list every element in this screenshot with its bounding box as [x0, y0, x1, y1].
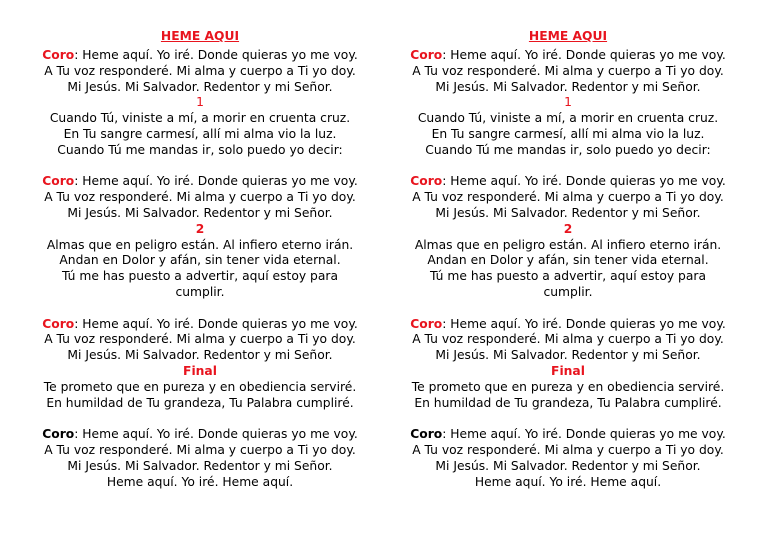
lyric-line: Mi Jesús. Mi Salvador. Redentor y mi Señor. — [435, 79, 701, 94]
verse-number: 1 — [564, 95, 572, 110]
chorus-label: Coro — [410, 427, 443, 442]
chorus-label: Coro — [410, 48, 443, 62]
lyric-line: Heme aquí. Yo iré. Heme aquí. — [106, 474, 294, 489]
stanza-gap — [386, 159, 750, 175]
lyric-line: Te prometo que en pureza y en obediencia serviré. — [411, 379, 725, 394]
chorus-line: Coro: Heme aquí. Yo iré. Donde quieras yo me voy. — [410, 48, 726, 62]
lyric-text: Heme aquí. Yo iré. Donde quieras yo me voy. — [450, 48, 726, 62]
chorus-label: Coro — [410, 316, 443, 331]
chorus-label: Coro — [42, 174, 75, 189]
lyric-line: A Tu voz responderé. Mi alma y cuerpo a Ti yo doy. — [412, 332, 724, 347]
lyric-line: En Tu sangre carmesí, allí mi alma vio la luz. — [431, 126, 705, 141]
lyric-line: Cuando Tú me mandas ir, solo puedo yo decir: — [425, 142, 711, 157]
lyric-line: A Tu voz responderé. Mi alma y cuerpo a Ti yo doy. — [412, 63, 724, 78]
lyric-line: Almas que en peligro están. Al infiero eterno irán. — [46, 237, 354, 252]
lyric-text: Heme aquí. Yo iré. Donde quieras yo me voy. — [82, 316, 358, 331]
chorus-label: Coro — [42, 427, 75, 442]
lyric-line: Mi Jesús. Mi Salvador. Redentor y mi Señor. — [67, 205, 333, 220]
lyric-line: Heme aquí. Yo iré. Heme aquí. — [474, 474, 662, 489]
lyric-line: A Tu voz responderé. Mi alma y cuerpo a Ti yo doy. — [44, 63, 356, 78]
chorus-line: Coro: Heme aquí. Yo iré. Donde quieras yo me voy. — [42, 316, 358, 331]
lyric-line: Tú me has puesto a advertir, aquí estoy para cumplir. — [62, 269, 338, 299]
lyric-line: Andan en Dolor y afán, sin tener vida eternal. — [59, 253, 341, 268]
chorus-line: Coro: Heme aquí. Yo iré. Donde quieras yo me voy. — [42, 174, 358, 189]
lyric-line: Tú me has puesto a advertir, aquí estoy para cumplir. — [430, 269, 706, 299]
stanza-gap — [386, 411, 750, 427]
chorus-line: Coro: Heme aquí. Yo iré. Donde quieras yo me voy. — [42, 427, 358, 442]
song-title: HEME AQUI — [528, 29, 608, 43]
lyric-text: Heme aquí. Yo iré. Donde quieras yo me voy. — [450, 427, 726, 442]
lyric-text: Heme aquí. Yo iré. Donde quieras yo me voy. — [82, 427, 358, 442]
lyric-line: A Tu voz responderé. Mi alma y cuerpo a Ti yo doy. — [44, 332, 356, 347]
verse-number: 1 — [196, 95, 204, 110]
lyric-line: Mi Jesús. Mi Salvador. Redentor y mi Señor. — [67, 79, 333, 94]
chorus-line: Coro: Heme aquí. Yo iré. Donde quieras yo me voy. — [410, 174, 726, 189]
final-heading: Final — [551, 363, 585, 378]
lyric-line: Andan en Dolor y afán, sin tener vida eternal. — [427, 253, 709, 268]
lyric-line: Cuando Tú me mandas ir, solo puedo yo decir: — [57, 142, 343, 157]
lyric-line: Mi Jesús. Mi Salvador. Redentor y mi Señor. — [435, 205, 701, 220]
chorus-line: Coro: Heme aquí. Yo iré. Donde quieras yo me voy. — [42, 48, 358, 62]
lyric-line: A Tu voz responderé. Mi alma y cuerpo a Ti yo doy. — [412, 190, 724, 205]
song-column-right — [386, 28, 750, 490]
lyric-line: A Tu voz responderé. Mi alma y cuerpo a Ti yo doy. — [412, 442, 724, 457]
lyric-line: Mi Jesús. Mi Salvador. Redentor y mi Señor. — [67, 348, 333, 363]
lyric-line: Mi Jesús. Mi Salvador. Redentor y mi Señor. — [435, 348, 701, 363]
lyric-line: Mi Jesús. Mi Salvador. Redentor y mi Señor. — [435, 458, 701, 473]
verse-number: 2 — [563, 221, 573, 236]
lyric-text: Heme aquí. Yo iré. Donde quieras yo me voy. — [82, 48, 358, 62]
lyric-line: Te prometo que en pureza y en obediencia serviré. — [43, 379, 357, 394]
chorus-line: Coro: Heme aquí. Yo iré. Donde quieras yo me voy. — [410, 427, 726, 442]
lyric-line: Mi Jesús. Mi Salvador. Redentor y mi Señor. — [67, 458, 333, 473]
chorus-line: Coro: Heme aquí. Yo iré. Donde quieras yo me voy. — [410, 316, 726, 331]
stanza-gap — [18, 301, 382, 317]
lyric-line: En humildad de Tu grandeza, Tu Palabra cumpliré. — [46, 395, 354, 410]
lyric-line: En Tu sangre carmesí, allí mi alma vio la luz. — [63, 126, 337, 141]
lyric-text: Heme aquí. Yo iré. Donde quieras yo me voy. — [450, 174, 726, 189]
lyric-line: Almas que en peligro están. Al infiero eterno irán. — [414, 237, 722, 252]
song-title: HEME AQUI — [160, 29, 240, 43]
chorus-label: Coro — [410, 174, 443, 189]
lyric-line: A Tu voz responderé. Mi alma y cuerpo a Ti yo doy. — [44, 442, 356, 457]
lyric-line: Cuando Tú, viniste a mí, a morir en cruenta cruz. — [49, 111, 351, 126]
lyric-line: En humildad de Tu grandeza, Tu Palabra cumpliré. — [414, 395, 722, 410]
chorus-label: Coro — [42, 316, 75, 331]
lyric-text: Heme aquí. Yo iré. Donde quieras yo me voy. — [450, 316, 726, 331]
stanza-gap — [386, 301, 750, 317]
stanza-gap — [18, 411, 382, 427]
stanza-gap — [18, 159, 382, 175]
final-heading: Final — [183, 363, 217, 378]
lyric-line: A Tu voz responderé. Mi alma y cuerpo a Ti yo doy. — [44, 190, 356, 205]
chorus-label: Coro — [42, 48, 75, 62]
lyric-line: Cuando Tú, viniste a mí, a morir en cruenta cruz. — [417, 111, 719, 126]
song-column-left — [18, 28, 382, 490]
lyric-text: Heme aquí. Yo iré. Donde quieras yo me voy. — [82, 174, 358, 189]
verse-number: 2 — [195, 221, 205, 236]
